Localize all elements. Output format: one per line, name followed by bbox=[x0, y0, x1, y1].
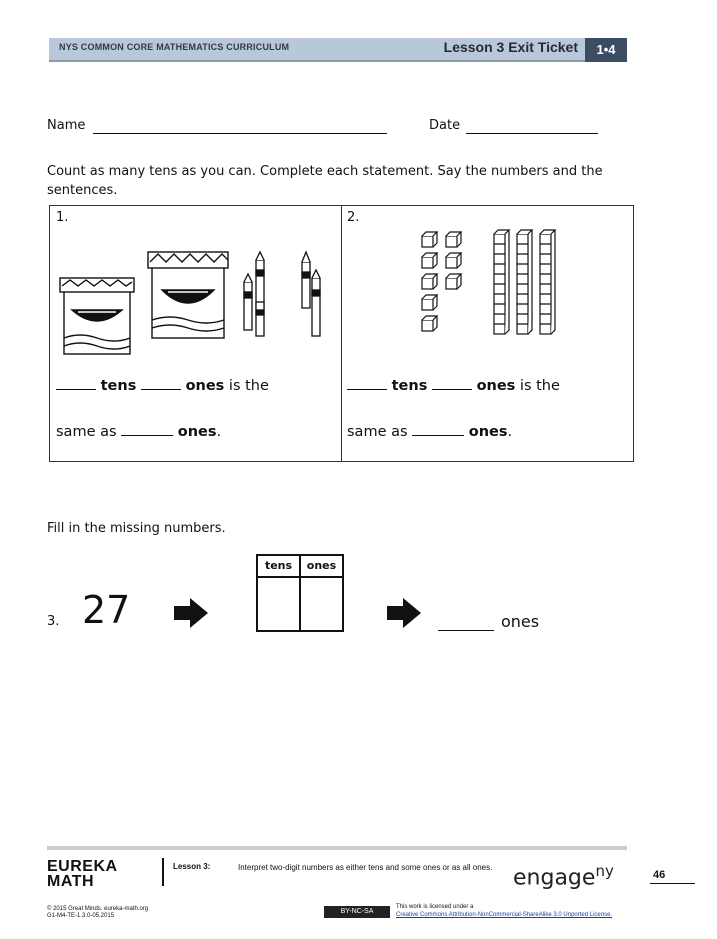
ones-word: ones bbox=[476, 378, 516, 394]
problem-3-number: 3. bbox=[47, 614, 60, 629]
is-the-text: is the bbox=[228, 378, 269, 394]
page-title: Lesson 3 Exit Ticket bbox=[443, 39, 578, 55]
eureka-math-logo bbox=[47, 859, 118, 889]
problem-1-line-1 bbox=[56, 378, 269, 394]
problem-3-ones-label: ones bbox=[501, 612, 540, 631]
logo-line-1: EUREKA bbox=[47, 858, 118, 875]
right-arrow-icon bbox=[385, 596, 423, 630]
problem-3-ones-blank[interactable] bbox=[438, 630, 494, 631]
same-as-text: same as bbox=[347, 424, 408, 440]
license-intro: This work is licensed under a bbox=[396, 904, 474, 910]
ones-word: ones bbox=[177, 424, 217, 440]
right-arrow-icon bbox=[172, 596, 210, 630]
is-the-text: is the bbox=[519, 378, 560, 394]
ones-cell[interactable] bbox=[301, 578, 342, 630]
engageny-logo bbox=[513, 862, 614, 890]
ones-word: ones bbox=[468, 424, 508, 440]
place-value-chart bbox=[256, 554, 344, 632]
tens-column-header: tens bbox=[258, 556, 301, 578]
crayon-box-icon bbox=[60, 278, 134, 354]
curriculum-label: NYS COMMON CORE MATHEMATICS CURRICULUM bbox=[59, 42, 290, 52]
copyright: © 2015 Great Minds. eureka-math.org bbox=[47, 906, 149, 912]
problem-3-value: 27 bbox=[82, 588, 131, 632]
crayon-boxes-illustration bbox=[50, 236, 340, 366]
date-field[interactable] bbox=[466, 133, 598, 134]
tens-word: tens bbox=[100, 378, 137, 394]
license-link[interactable]: Creative Commons Attribution-NonCommercial-ShareAlike 3.0 Unported License. bbox=[396, 912, 613, 918]
problem-1-total-blank[interactable] bbox=[121, 434, 173, 436]
footer-objective: Interpret two-digit numbers as either tens and some ones or as all ones. bbox=[238, 863, 493, 872]
crayon-icon bbox=[244, 252, 320, 336]
date-label: Date bbox=[429, 118, 461, 133]
problem-2-line-2 bbox=[347, 424, 512, 440]
unit-cube-icon bbox=[422, 232, 461, 331]
ones-column-header: ones bbox=[301, 556, 342, 578]
header-bar bbox=[49, 38, 627, 62]
module-badge: 1•4 bbox=[585, 38, 627, 62]
problem-2-ones-blank[interactable] bbox=[432, 388, 472, 390]
problem-1-line-2 bbox=[56, 424, 221, 440]
problem-2-line-1 bbox=[347, 378, 560, 394]
ten-rod-icon bbox=[494, 230, 555, 334]
period: . bbox=[507, 424, 513, 440]
problem-2-total-blank[interactable] bbox=[412, 434, 464, 436]
problem-1-number: 1. bbox=[56, 210, 69, 225]
problem-1-ones-blank[interactable] bbox=[141, 388, 181, 390]
problems-box bbox=[49, 205, 634, 462]
instructions: Count as many tens as you can. Complete each statement. Say the numbers and the sentences. bbox=[47, 164, 603, 198]
name-field[interactable] bbox=[93, 133, 387, 134]
name-label: Name bbox=[47, 118, 86, 133]
ones-word: ones bbox=[185, 378, 225, 394]
page-number-rule bbox=[650, 883, 695, 884]
ny-text: ny bbox=[595, 862, 614, 880]
problem-1-tens-blank[interactable] bbox=[56, 388, 96, 390]
document-code: G1-M4-TE-1.3.0-05.2015 bbox=[47, 913, 115, 919]
footer-lesson: Lesson 3: bbox=[173, 862, 211, 871]
crayon-box-icon bbox=[148, 252, 228, 338]
tens-word: tens bbox=[391, 378, 428, 394]
page-number: 46 bbox=[653, 869, 666, 881]
logo-line-2: MATH bbox=[47, 873, 95, 890]
problem-2-number: 2. bbox=[347, 210, 360, 225]
base-ten-blocks-illustration bbox=[342, 228, 632, 343]
same-as-text: same as bbox=[56, 424, 117, 440]
footer-divider bbox=[162, 858, 164, 886]
period: . bbox=[216, 424, 222, 440]
cc-license-badge[interactable]: BY-NC-SA bbox=[324, 906, 390, 918]
engage-text: engage bbox=[513, 865, 596, 891]
fill-in-heading: Fill in the missing numbers. bbox=[47, 521, 226, 536]
footer-rule bbox=[47, 846, 627, 850]
problem-2-tens-blank[interactable] bbox=[347, 388, 387, 390]
tens-cell[interactable] bbox=[258, 578, 301, 630]
